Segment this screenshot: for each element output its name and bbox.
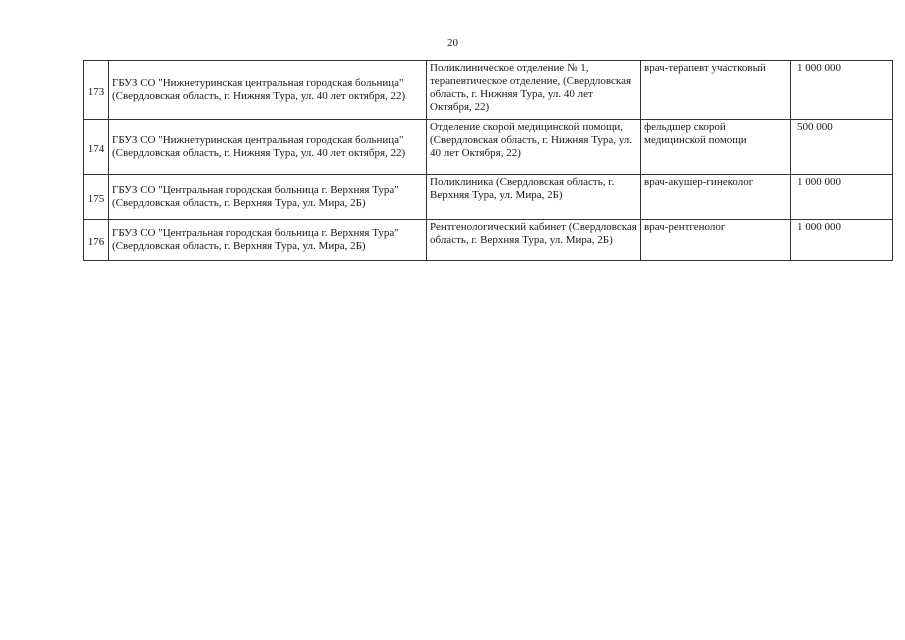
division-cell: Отделение скорой медицинской помощи, (Свердловская область, г. Нижняя Тура, ул. 40 лет Октября, 22) xyxy=(427,120,641,175)
organization-cell: ГБУЗ СО "Нижнетуринская центральная городская больница" (Свердловская область, г. Нижняя Тура, ул. 40 лет октября, 22) xyxy=(109,61,427,120)
division-cell: Поликлиническое отделение № 1, терапевтическое отделение, (Свердловская область, г. Нижняя Тура, ул. 40 лет Октября, 22) xyxy=(427,61,641,120)
position-cell: врач-акушер-гинеколог xyxy=(641,175,791,220)
amount-cell: 500 000 xyxy=(791,120,893,175)
organization-cell: ГБУЗ СО "Центральная городская больница г. Верхняя Тура" (Свердловская область, г. Верхняя Тура, ул. Мира, 2Б) xyxy=(109,175,427,220)
division-cell: Рентгенологический кабинет (Свердловская область, г. Верхняя Тура, ул. Мира, 2Б) xyxy=(427,220,641,261)
page-number: 20 xyxy=(447,37,458,49)
amount-cell: 1 000 000 xyxy=(791,175,893,220)
table-row xyxy=(84,175,893,220)
table-row xyxy=(84,61,893,120)
row-number: 174 xyxy=(84,120,109,175)
organization-cell: ГБУЗ СО "Нижнетуринская центральная городская больница" (Свердловская область, г. Нижняя Тура, ул. 40 лет октября, 22) xyxy=(109,120,427,175)
row-number: 173 xyxy=(84,61,109,120)
position-cell: врач-рентгенолог xyxy=(641,220,791,261)
row-number: 175 xyxy=(84,175,109,220)
table-row xyxy=(84,220,893,261)
position-cell: фельдшер скорой медицинской помощи xyxy=(641,120,791,175)
amount-cell: 1 000 000 xyxy=(791,61,893,120)
division-cell: Поликлиника (Свердловская область, г. Верхняя Тура, ул. Мира, 2Б) xyxy=(427,175,641,220)
organization-cell: ГБУЗ СО "Центральная городская больница г. Верхняя Тура" (Свердловская область, г. Верхняя Тура, ул. Мира, 2Б) xyxy=(109,220,427,261)
program-table xyxy=(83,60,893,261)
amount-cell: 1 000 000 xyxy=(791,220,893,261)
row-number: 176 xyxy=(84,220,109,261)
table-row xyxy=(84,120,893,175)
position-cell: врач-терапевт участковый xyxy=(641,61,791,120)
